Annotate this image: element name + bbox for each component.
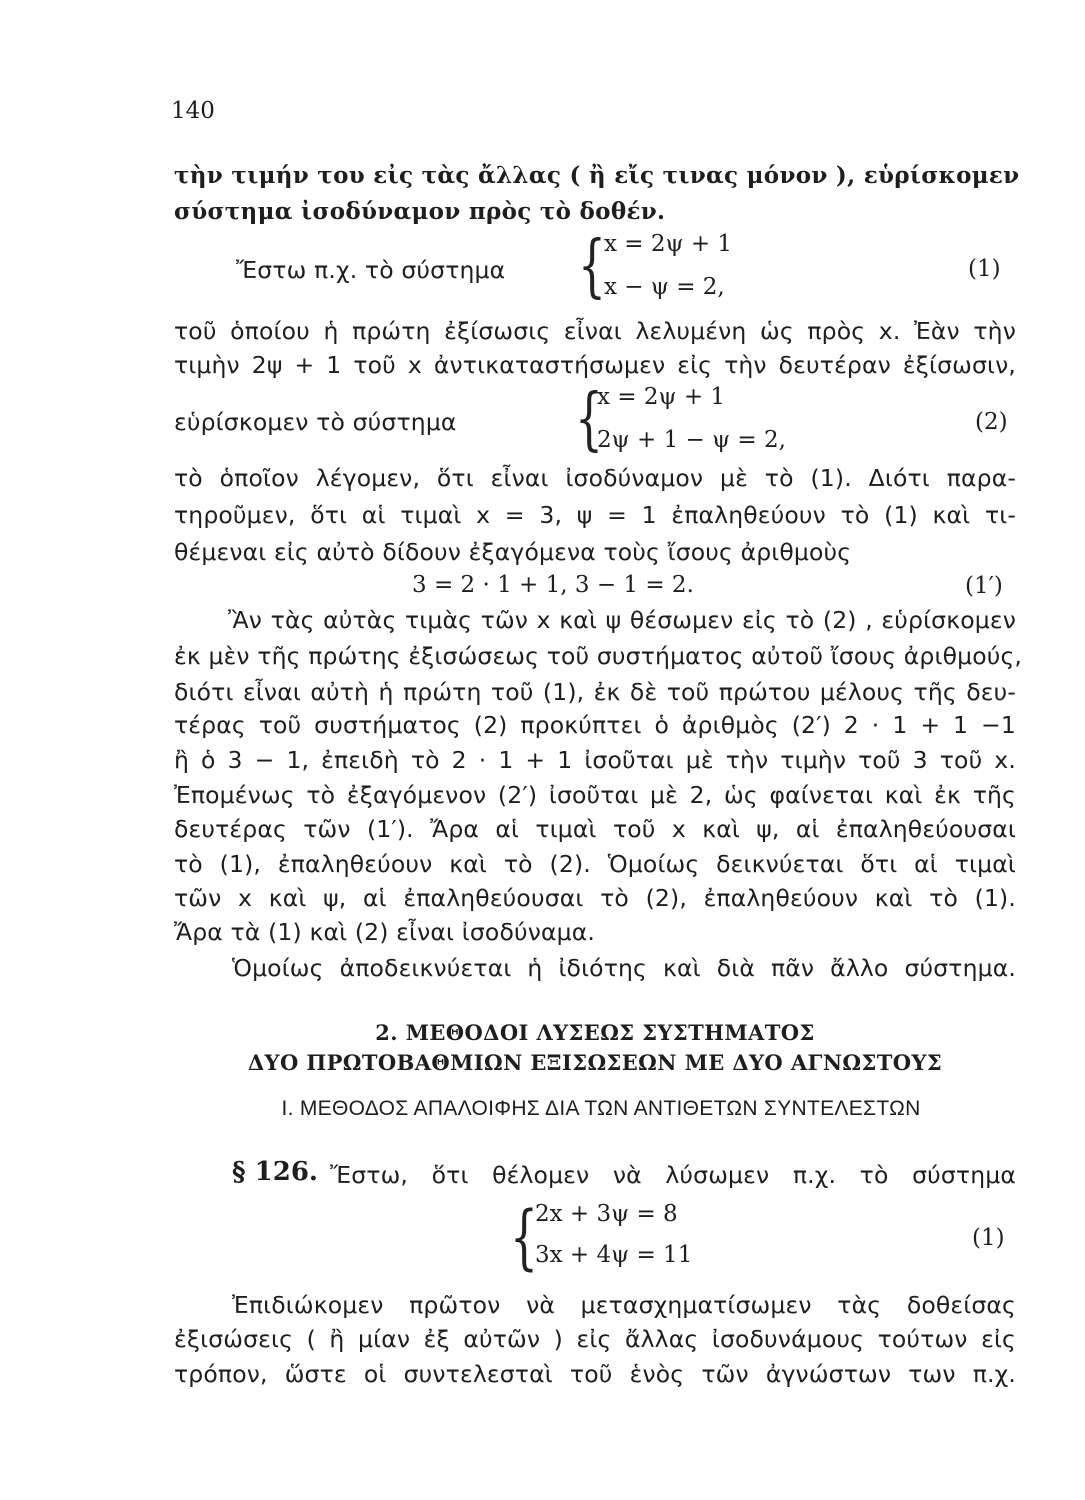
text-line: τὸ (1), ἐπαληθεύουν καὶ τὸ (2). Ὁμοίως δεικνύεται ὅτι αἱ τιμαὶ	[174, 850, 1016, 878]
text-line: Ἄρα τὰ (1) καὶ (2) εἶναι ἰσοδύναμα.	[174, 918, 596, 946]
text-line: τιμὴν 2ψ + 1 τοῦ x ἀντικαταστήσωμεν εἰς τὴν δευτέραν ἐξίσωσιν,	[174, 351, 1016, 379]
section-heading: ΔΥΟ ΠΡΩΤΟΒΑΘΜΙΩΝ ΕΞΙΣΩΣΕΩΝ ΜΕ ΔΥΟ ΑΓΝΩΣΤΟΥΣ	[247, 1050, 943, 1075]
section-mark: § 126.	[232, 1157, 318, 1187]
text-line: Ἂν τὰς αὐτὰς τιμὰς τῶν x καὶ ψ θέσωμεν εἰς τὸ (2) , εὑρίσκομεν	[228, 606, 1016, 634]
text-line: σύστημα ἰσοδύναμον πρὸς τὸ δοθέν.	[174, 198, 666, 225]
left-brace-icon: {	[510, 1197, 538, 1279]
equation: x = 2ψ + 1	[597, 384, 726, 410]
text-line: Ἔστω, ὅτι θέλομεν νὰ λύσωμεν π.χ. τὸ σύστημα	[330, 1161, 1016, 1189]
text-line: Ἐπομένως τὸ ἐξαγόμενον (2′) ἰσοῦται μὲ 2, ὡς φαίνεται καὶ ἐκ τῆς	[174, 781, 1016, 809]
equation-label: (1)	[968, 256, 1001, 282]
text-line: διότι εἶναι αὐτὴ ἡ πρώτη τοῦ (1), ἐκ δὲ τοῦ πρώτου μέλους τῆς δευ-	[174, 678, 1016, 706]
text-line: Ὁμοίως ἀποδεικνύεται ἡ ἰδιότης καὶ διὰ πᾶν ἄλλο σύστημα.	[232, 954, 1016, 982]
equation-label: (2)	[975, 409, 1008, 435]
equation: 3 = 2 · 1 + 1, 3 − 1 = 2.	[412, 572, 694, 598]
equation: x − ψ = 2,	[604, 274, 725, 300]
text-line: Ἔστω π.χ. τὸ σύστημα	[236, 256, 506, 284]
left-brace-icon: {	[575, 380, 603, 460]
section-subtitle: Ι. ΜΕΘΟΔΟΣ ΑΠΑΛΟΙΦΗΣ ΔΙΑ ΤΩΝ ΑΝΤΙΘΕΤΩΝ ΣΥΝΤΕΛΕΣΤΩΝ	[281, 1097, 921, 1120]
equation: x = 2ψ + 1	[604, 231, 733, 257]
text-line: δευτέρας τῶν (1′). Ἄρα αἱ τιμαὶ τοῦ x καὶ ψ, αἱ ἐπαληθεύουσαι	[174, 815, 1016, 843]
text-line: εὑρίσκομεν τὸ σύστημα	[174, 408, 457, 436]
equation-label: (1′)	[965, 573, 1003, 599]
text-line: τηροῦμεν, ὅτι αἱ τιμαὶ x = 3, ψ = 1 ἐπαληθεύουν τὸ (1) καὶ τι-	[174, 501, 1016, 529]
text-line: τὴν τιμήν του εἰς τὰς ἄλλας ( ἢ εἴς τινας μόνον ), εὑρίσκομεν	[174, 162, 1020, 189]
equation: 3x + 4ψ = 11	[535, 1242, 693, 1268]
text-line: θέμεναι εἰς αὐτὸ δίδουν ἐξαγόμενα τοὺς ἴσους ἀριθμοὺς	[174, 538, 852, 566]
equation: 2x + 3ψ = 8	[535, 1201, 678, 1227]
section-heading: 2. ΜΕΘΟΔΟΙ ΛΥΣΕΩΣ ΣΥΣΤΗΜΑΤΟΣ	[375, 1020, 815, 1045]
text-line: Ἐπιδιώκομεν πρῶτον νὰ μετασχηματίσωμεν τὰς δοθείσας	[232, 1291, 1016, 1319]
left-brace-icon: {	[578, 227, 606, 307]
text-line: τοῦ ὁποίου ἡ πρώτη ἐξίσωσις εἶναι λελυμένη ὡς πρὸς x. Ἐὰν τὴν	[174, 317, 1016, 345]
text-line: ἢ ὁ 3 − 1, ἐπειδὴ τὸ 2 · 1 + 1 ἰσοῦται μὲ τὴν τιμὴν τοῦ 3 τοῦ x.	[174, 746, 1016, 774]
text-line: τὸ ὁποῖον λέγομεν, ὅτι εἶναι ἰσοδύναμον μὲ τὸ (1). Διότι παρα-	[174, 464, 1016, 492]
text-line: ἐξισώσεις ( ἢ μίαν ἐξ αὐτῶν ) εἰς ἄλλας ἰσοδυνάμους τούτων εἰς	[174, 1325, 1016, 1353]
text-line: τρόπον, ὥστε οἱ συντελεσταὶ τοῦ ἑνὸς τῶν ἀγνώστων των π.χ.	[174, 1360, 1016, 1388]
text-line: ἐκ μὲν τῆς πρώτης ἐξισώσεως τοῦ συστήματος αὐτοῦ ἴσους ἀριθμούς,	[174, 642, 1023, 670]
page-number: 140	[171, 98, 215, 124]
text-line: τῶν x καὶ ψ, αἱ ἐπαληθεύουσαι τὸ (2), ἐπαληθεύουν καὶ τὸ (1).	[174, 884, 1016, 912]
text-line: τέρας τοῦ συστήματος (2) προκύπτει ὁ ἀριθμὸς (2′) 2 · 1 + 1 −1	[174, 711, 1016, 739]
equation-label: (1)	[972, 1225, 1005, 1251]
equation: 2ψ + 1 − ψ = 2,	[597, 427, 786, 453]
